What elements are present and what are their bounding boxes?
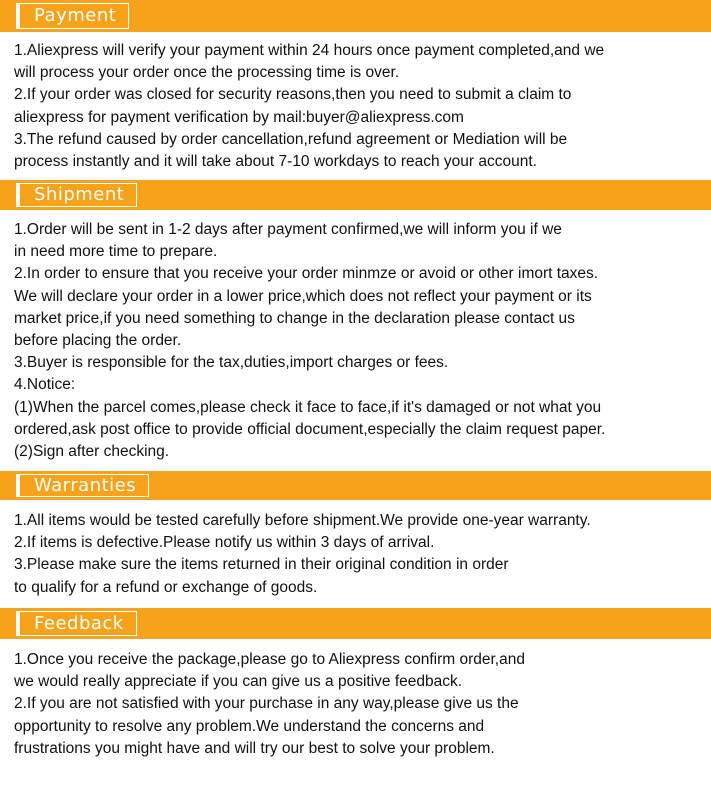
feedback-line: we would really appreciate if you can give us a positive feedback. [14,673,463,691]
shipment-line: (1)When the parcel comes,please check it face to face,if it's damaged or not what you [14,398,602,416]
feedback-line: frustrations you might have and will try our best to solve your problem. [14,739,495,757]
payment-body [14,40,697,173]
shipment-line: 4.Notice: [14,376,76,394]
payment-title: Payment [16,3,129,29]
feedback-header [0,608,711,639]
shipment-line: 2.In order to ensure that you receive your order minmze or avoid or other imort taxes. [14,265,599,283]
payment-header [0,0,711,32]
shipment-line: in need more time to prepare. [14,243,218,261]
shipment-line: before placing the order. [14,332,182,350]
shipment-title: Shipment [16,183,137,207]
payment-line: 3.The refund caused by order cancellation,refund agreement or Mediation will be [14,130,568,148]
warranties-line: to qualify for a refund or exchange of goods. [14,578,318,596]
payment-line: will process your order once the processing time is over. [14,64,400,82]
shipment-line: 3.Buyer is responsible for the tax,duties,import charges or fees. [14,354,449,372]
shipment-header [0,180,711,210]
warranties-header [0,471,711,500]
shipment-line: market price,if you need something to change in the declaration please contact us [14,309,575,327]
payment-line: 2.If your order was closed for security reasons,then you need to submit a claim to [14,86,572,104]
feedback-body [14,649,697,760]
shipment-line: ordered,ask post office to provide official document,especially the claim request paper. [14,420,606,438]
warranties-line: 2.If items is defective.Please notify us within 3 days of arrival. [14,534,435,552]
shipment-line: (2)Sign after checking. [14,443,170,461]
warranties-title: Warranties [16,474,149,497]
shipment-line: 1.Order will be sent in 1-2 days after payment confirmed,we will inform you if we [14,221,562,238]
feedback-line: 2.If you are not satisfied with your purchase in any way,please give us the [14,695,519,713]
shipment-line: We will declare your order in a lower price,which does not reflect your payment or its [14,287,592,305]
payment-line: process instantly and it will take about 7-10 workdays to reach your account. [14,153,537,171]
warranties-line: 3.Please make sure the items returned in their original condition in order [14,556,509,574]
feedback-line: 1.Once you receive the package,please go to Aliexpress confirm order,and [14,651,525,668]
payment-line: aliexpress for payment verification by mail:buyer@aliexpress.com [14,108,464,126]
warranties-body [14,510,697,599]
payment-line: 1.Aliexpress will verify your payment within 24 hours once payment completed,and we [14,42,605,59]
shipment-body [14,219,697,463]
feedback-title: Feedback [16,611,137,636]
feedback-line: opportunity to resolve any problem.We understand the concerns and [14,717,485,735]
warranties-line: 1.All items would be tested carefully before shipment.We provide one-year warranty. [14,512,591,529]
